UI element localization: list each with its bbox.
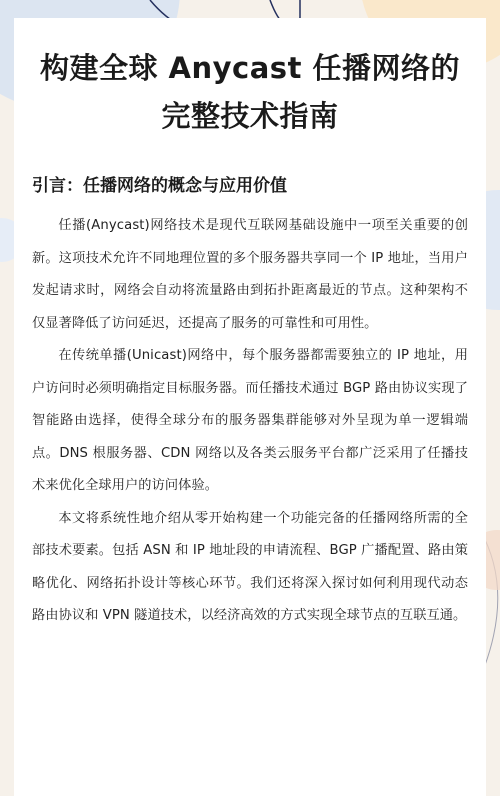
body-paragraph: 本文将系统性地介绍从零开始构建一个功能完备的任播网络所需的全部技术要素。包括 ASN 和 IP 地址段的申请流程、BGP 广播配置、路由策略优化、网络拓扑设计等核心环节。我们还将深入探讨如何利用现代动态路由协议和 VPN 隧道技术，以经济高效的方式实现全球节点的互联互通。 — [32, 510, 468, 623]
body-paragraph: 任播(Anycast)网络技术是现代互联网基础设施中一项至关重要的创新。这项技术允许不同地理位置的多个服务器共享同一个 IP 地址，当用户发起请求时，网络会自动将流量路由到拓扑距离最近的节点。这种架构不仅显著降低了访问延迟，还提高了服务的可靠性和可用性。 — [32, 218, 468, 331]
body-paragraph: 在传统单播(Unicast)网络中，每个服务器都需要独立的 IP 地址，用户访问时必须明确指定目标服务器。而任播技术通过 BGP 路由协议实现了智能路由选择，使得全球分布的服务器集群能够对外呈现为单一逻辑端点。DNS 根服务器、CDN 网络以及各类云服务平台都广泛采用了任播技术来优化全球用户的访问体验。 — [32, 348, 468, 493]
section-heading: 引言：任播网络的概念与应用价值 — [32, 176, 287, 196]
document-page — [14, 18, 486, 796]
document-title: 构建全球 Anycast 任播网络的完整技术指南 — [39, 51, 461, 133]
